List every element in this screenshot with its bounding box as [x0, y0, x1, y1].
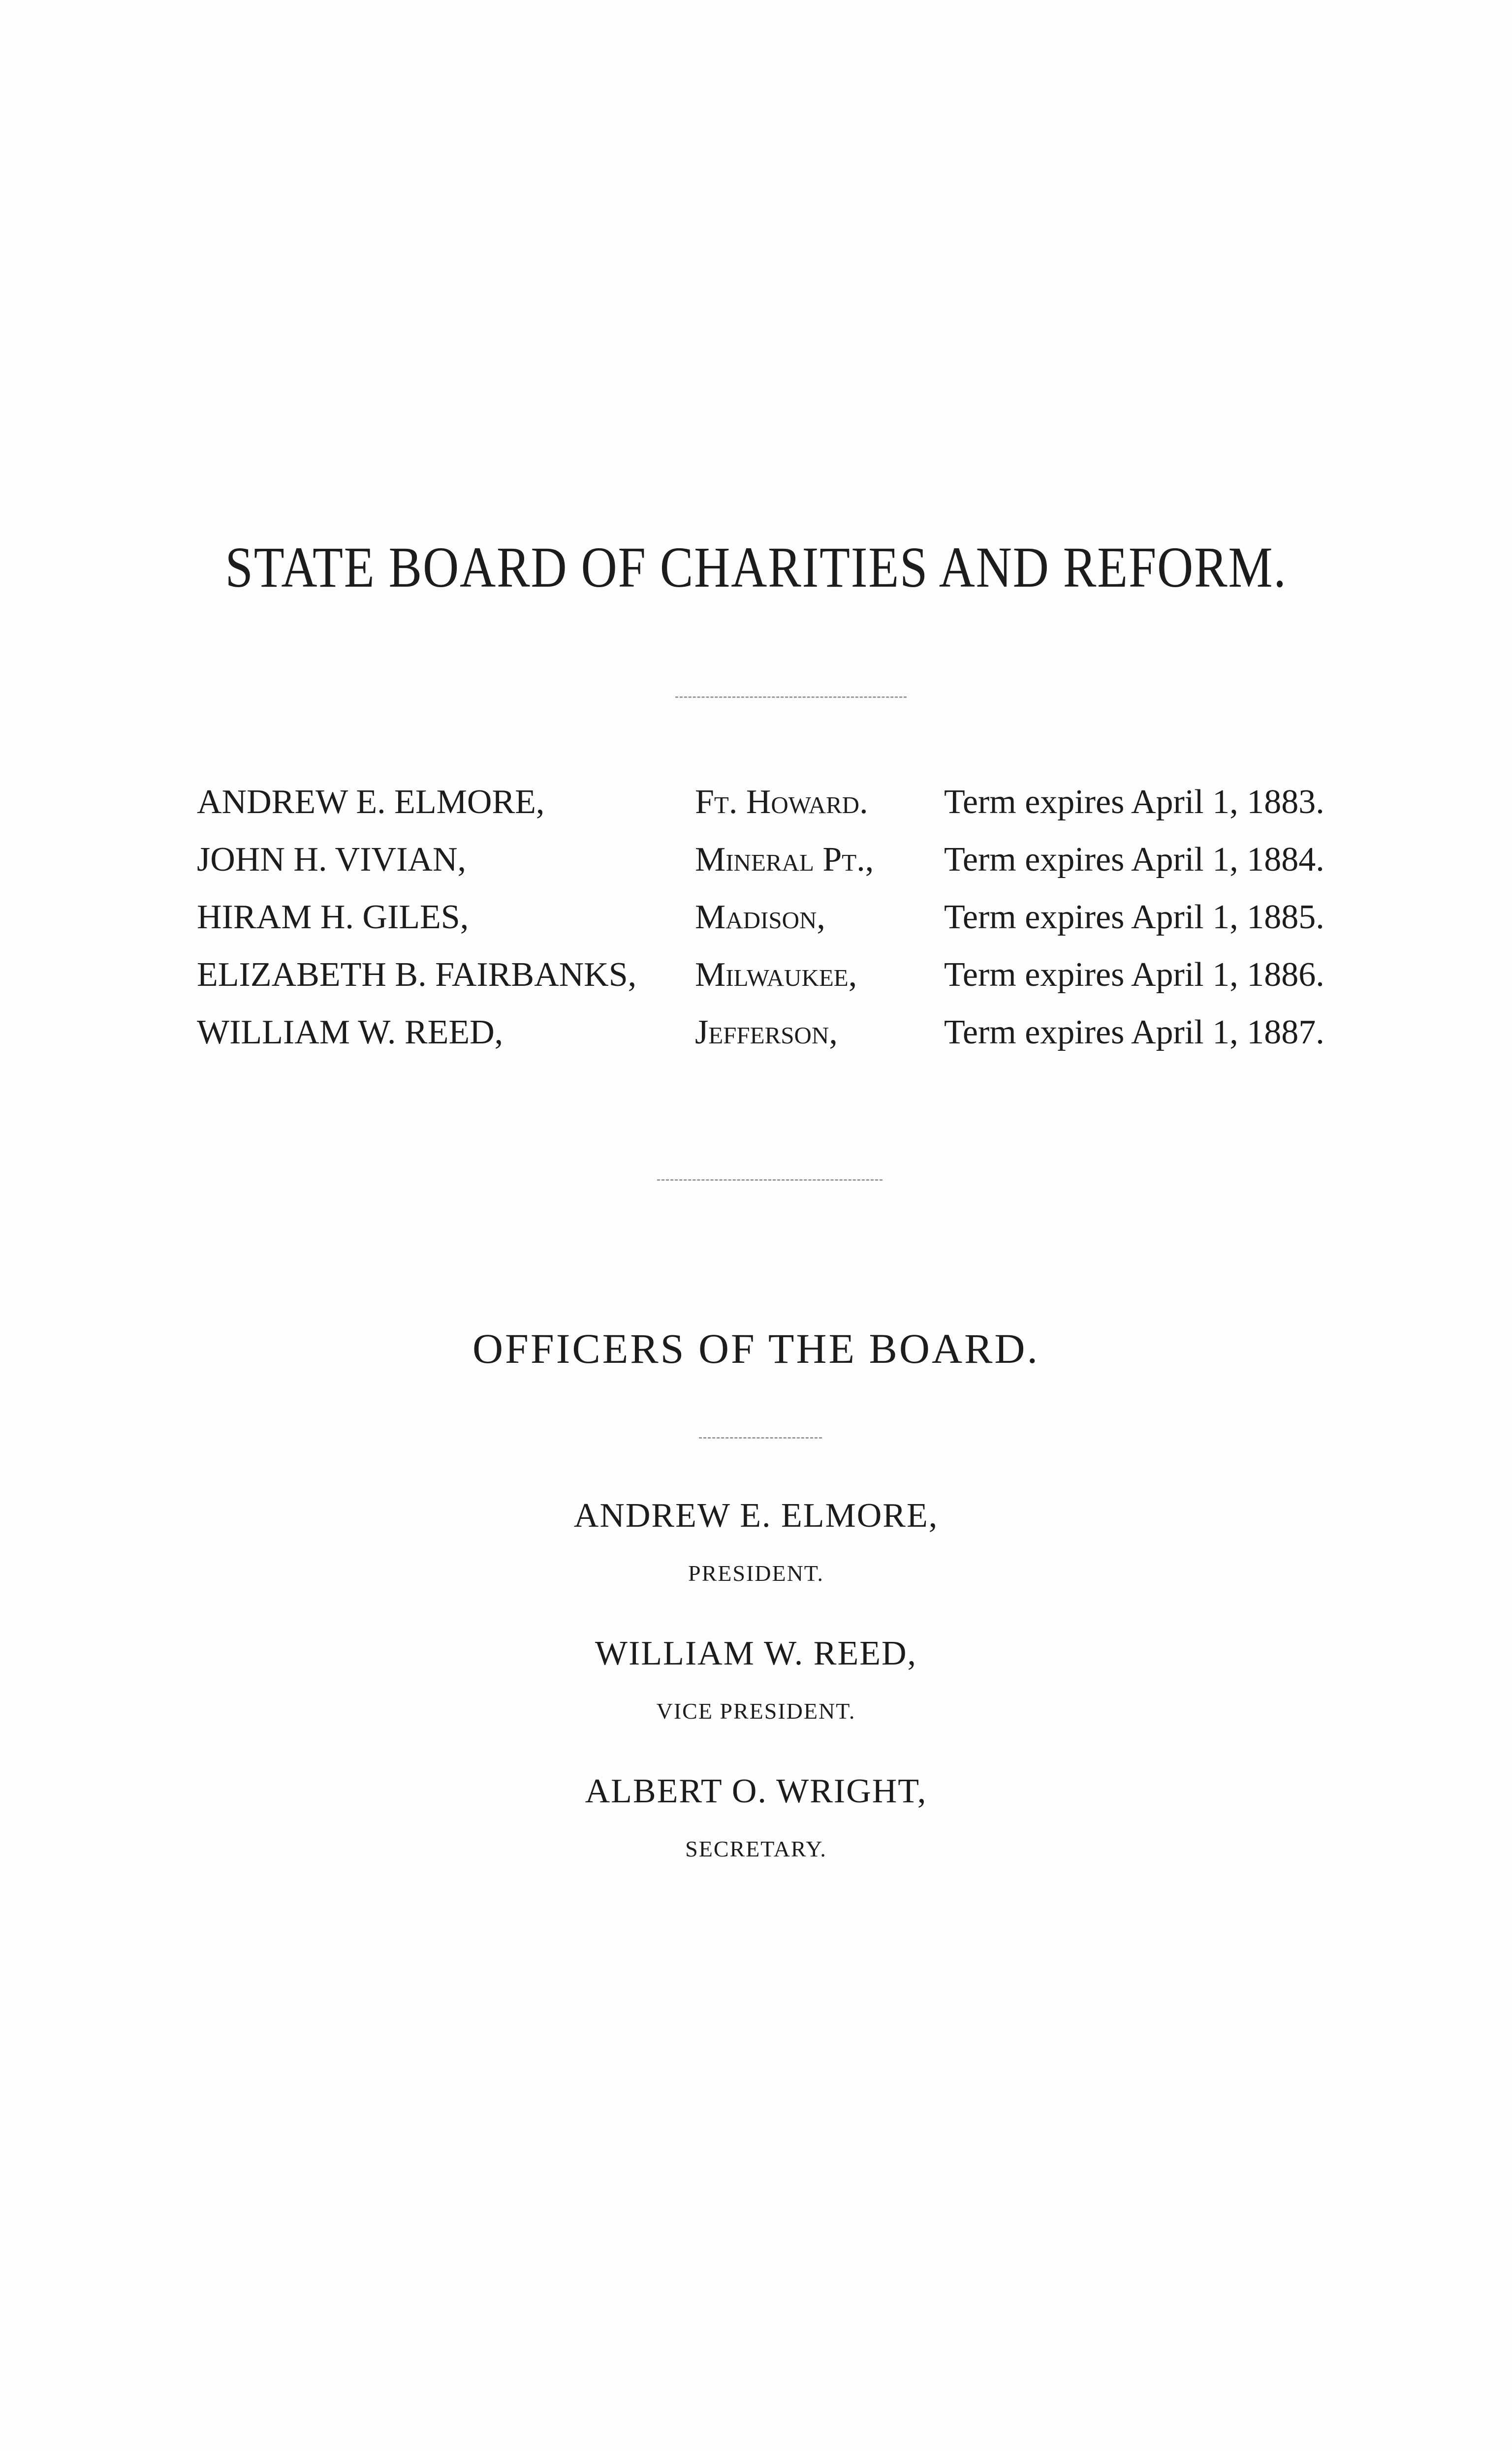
member-row [197, 840, 1388, 898]
officer-entry [0, 1772, 1512, 1862]
divider-rule [699, 1437, 822, 1439]
member-name: WILLIAM W. REED, [197, 1013, 504, 1051]
member-row [197, 898, 1388, 955]
member-row [197, 783, 1388, 840]
member-term: Term expires April 1, 1884. [944, 841, 1324, 879]
member-name: HIRAM H. GILES, [197, 898, 469, 936]
page-title: STATE BOARD OF CHARITIES AND REFORM. [225, 535, 1287, 599]
member-name: ELIZABETH B. FAIRBANKS, [197, 956, 637, 994]
member-term: Term expires April 1, 1886. [944, 956, 1324, 994]
officer-entry [0, 1496, 1512, 1586]
officer-name: WILLIAM W. REED, [595, 1634, 917, 1672]
officer-title: PRESIDENT. [688, 1561, 824, 1586]
member-row [197, 955, 1388, 1013]
member-name: ANDREW E. ELMORE, [197, 783, 545, 821]
member-term: Term expires April 1, 1885. [944, 898, 1324, 936]
member-row [197, 1013, 1388, 1070]
divider-rule [675, 696, 907, 698]
member-term: Term expires April 1, 1887. [944, 1013, 1324, 1051]
member-place: Ft. Howard. [695, 783, 868, 821]
member-place: Madison, [695, 898, 825, 936]
officer-title: VICE PRESIDENT. [656, 1698, 856, 1724]
member-place: Milwaukee, [695, 956, 857, 994]
officer-name: ANDREW E. ELMORE, [573, 1497, 939, 1535]
officer-title: SECRETARY. [685, 1836, 827, 1861]
officer-name: ALBERT O. WRIGHT, [585, 1772, 927, 1810]
member-place: Mineral Pt., [695, 841, 874, 879]
member-place: Jefferson, [695, 1013, 838, 1051]
officer-entry [0, 1634, 1512, 1724]
member-name: JOHN H. VIVIAN, [197, 841, 467, 879]
officers-heading: OFFICERS OF THE BOARD. [472, 1325, 1040, 1372]
members-list [197, 783, 1388, 1070]
member-term: Term expires April 1, 1883. [944, 783, 1324, 821]
divider-rule [657, 1179, 882, 1181]
